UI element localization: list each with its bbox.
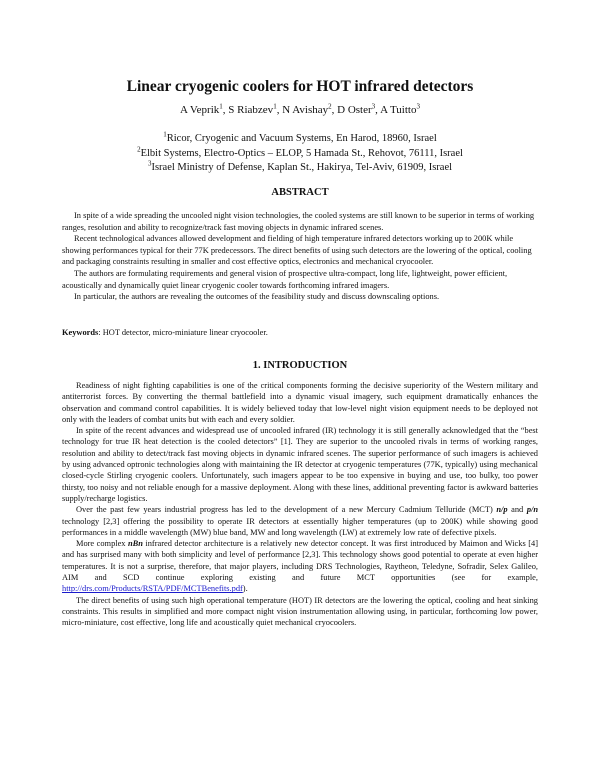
keywords-line [62, 327, 538, 339]
affiliation-line [0, 132, 600, 147]
author-name: S Riabzev [228, 104, 274, 116]
keywords-text: : HOT detector, micro-miniature linear cryocooler. [98, 328, 268, 337]
affiliation-line [0, 161, 600, 176]
affiliation-text: Elbit Systems, Electro-Optics – ELOP, 5 Hamada St., Rehovot, 76111, Israel [140, 147, 463, 159]
reference-link[interactable]: http://drs.com/Products/RSTA/PDF/MCTBenefits.pdf [62, 584, 243, 594]
abstract-paragraph: The authors are formulating requirements and general vision of prospective ultra-compact, long life, lightweight, power efficient, acoustically and dynamically quiet linear cryogenic cooler towards forthcoming infrared imagers. [62, 268, 508, 290]
abstract-paragraph: In spite of a wide spreading the uncooled night vision technologies, the cooled systems are still known to be superior in terms of working ranges, resolution and ability to recognize/track fast moving objects in dynamic infrared scenes. [62, 211, 535, 232]
text-run: Over the past few years industrial progress has led to the development of a new Mercury Cadmium Telluride (MCT) [76, 505, 497, 515]
abstract-body [62, 210, 538, 303]
author-name: D Oster [337, 104, 372, 116]
affiliation-number: 1 [163, 130, 167, 139]
section-heading-introduction: 1. INTRODUCTION [252, 360, 348, 371]
abstract-heading: ABSTRACT [271, 187, 329, 198]
text-run: technology [2,3] offering the possibility to operate IR detectors at essentially higher temperatures (up to 200K) while showing good performances in a middle wavelength (MW) blue band, MW and long wavelength (LW) at extremely low rate of defective pixels. [62, 516, 538, 537]
affiliation-line [0, 147, 600, 162]
affiliation-number: 2 [137, 145, 141, 153]
text-run: infrared detector architecture is a relatively new detector concept. It was first introduced by Maimon and Wicks [4] and has surprised many with both simplicity and level of performance [2,3]. This technology shows good potential to operate at even higher temperatures. It is not a surprise, therefore, that major players, including DRS Technologies, Raytheon, Teledyne, Sofradir, Selex Galileo, AIM and SCD continue exploring existing and future MCT opportunities (see for example, [62, 539, 538, 583]
affiliation-number: 3 [147, 159, 152, 168]
body-paragraph: The direct benefits of using such high operational temperature (HOT) IR detectors are the lowering the optical, cooling and heat sinking constraints. This results in simplified and more compact night vision instrumentation allowing using, in particular, forthcoming low power, micro-miniature, cost effective, long life and acoustically quiet mechanical cryocoolers. [62, 595, 538, 628]
body-paragraph: In spite of the recent advances and widespread use of uncooled infrared (IR) technology it is still generally acknowledged that the “best technology for true IR heat detection is the cooled detectors” [1]. They are superior to the uncooled rivals in terms of working ranges, resolution and ability to detect/track fast moving objects in dynamic infrared scenes. The superior performance of such imagers is achieved by using advanced optronic technologies along with maintaining the IR detector at cryogenic temperatures (77K, typically) using mechanical closed-cycle Stirling cryogenic coolers. Unfortunately, such imagers appear to be too expensive in buying and use, too bulky, too power thirsty, too noisy and not reliable enough for a massive deployment. Along with these lines, additional preventing factor is awkward batteries supply/recharge logistics. [62, 426, 538, 503]
body-paragraph: Readiness of night fighting capabilities is one of the critical components forming the decisive superiority of the Western military and antiterrorist forces. By converting the thermal battlefield into a dynamic visual imagery, such equipment dramatically enhances the observation and command control capabilities. It is widely believed today that low-level night vision equipment needs to be deployed not only with the leaders of combat units but with each and every soldier. [62, 381, 538, 424]
author-list: A Veprik$^1$, S Riabzev$^1$, N Avishay$^2$, D Oster$^3$, A Tuitto$^3$ [180, 102, 420, 116]
author-affiliation-mark: 3 [371, 102, 376, 111]
affiliation-text: Ricor, Cryogenic and Vacuum Systems, En Harod, 18960, Israel [166, 133, 437, 144]
author-affiliation-mark: 1 [273, 102, 277, 111]
author-affiliation-mark: 1 [219, 102, 223, 111]
body-paragraph [62, 504, 538, 538]
affiliation-text: Israel Ministry of Defense, Kaplan St., Hakirya, Tel-Aviv, 61909, Israel [151, 162, 453, 173]
keywords-label: Keywords [62, 328, 99, 337]
author-name: A Veprik [180, 104, 220, 116]
author-name: N Avishay [282, 104, 329, 116]
author-name: A Tuitto [380, 104, 417, 116]
text-run: and [507, 505, 527, 515]
emphasis-np: n/p [496, 505, 508, 515]
author-affiliation-mark: 3 [416, 102, 420, 111]
affiliation-list [0, 132, 600, 176]
author-affiliation-mark: 2 [328, 102, 332, 111]
abstract-paragraph: In particular, the authors are revealing the outcomes of the feasibility study and discuss downscaling options. [74, 292, 440, 302]
abstract-paragraph: Recent technological advances allowed development and fielding of high temperature infrared detectors working up to 200K while showing performances typical for their 77K predecessors. The direct benefits of using such detectors are the lowering of the optical, cooling and packaging constraints resulting in smaller and cost effective optics, electronics and mechanical cryocooler. [62, 234, 532, 267]
paper-title: Linear cryogenic coolers for HOT infrared detectors [126, 78, 474, 95]
text-run: More complex [76, 539, 128, 549]
body-paragraph [62, 538, 538, 594]
emphasis-nbn: nBn [128, 539, 143, 549]
emphasis-pn: p/n [526, 505, 539, 515]
text-run: ). [242, 584, 248, 594]
introduction-body [62, 380, 538, 629]
